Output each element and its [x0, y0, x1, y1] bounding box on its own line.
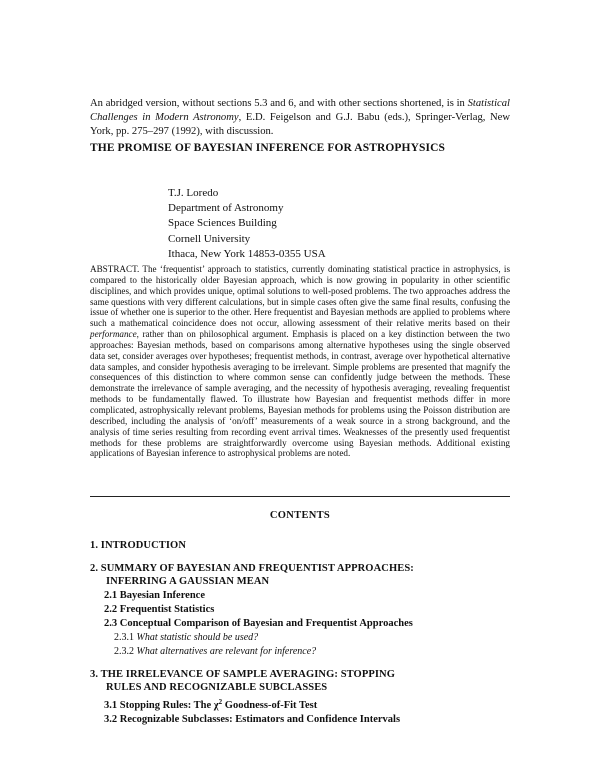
abstract-text-start: ABSTRACT. The ‘frequentist’ approach to statistics, currently dominating statistical practice in astrophysics, is compared to the historically older Bayesian approach, which is now growing in popularity in other scientific disciplines, and which provides unique, optimal solutions to well-posed problems. The two approaches address the same questions with very different calculations, but in simple cases often give the same final results, confusing the issue of whether one is superior to the other. Here frequentist and Bayesian methods are applied to problems where such a mathematical coincidence does not occur, allowing assessment of their relative merits based on their — [90, 264, 510, 329]
author-department: Department of Astronomy — [168, 202, 284, 215]
note-text-start: An abridged version, without sections 5.3 and 6, and with other sections shortened, is in — [90, 98, 468, 109]
toc-section-3-1-post: Goodness-of-Fit Test — [222, 699, 318, 711]
toc-section-2-3: 2.3 Conceptual Comparison of Bayesian and Frequentist Approaches — [104, 617, 413, 629]
toc-section-2-3-2 — [90, 645, 520, 659]
toc-section-2-1: 2.1 Bayesian Inference — [104, 589, 206, 601]
toc-section-2 — [90, 562, 520, 589]
toc-section-3-1-superscript: 2 — [218, 697, 223, 706]
author-building: Space Sciences Building — [168, 217, 277, 230]
toc-section-2-line1: 2. SUMMARY OF BAYESIAN AND FREQUENTIST APPROACHES: — [90, 562, 414, 574]
toc-section-2-line2: INFERRING A GAUSSIAN MEAN — [106, 576, 270, 587]
abstract-text-end: , rather than on philosophical argument. Emphasis is placed on a key distinction between the two approaches: Bayesian methods, based on comparisons among alternative hypotheses using the single observed data set, consider averages over hypotheses; frequentist methods, in contrast, average over hypothetical alternative data samples, and consider hypothesis averaging to be irrelevant. Simple problems are presented that magnify the consequences of this distinction to where common sense can confidently judge between the methods. These demonstrate the irrelevance of sample averaging, and the necessity of hypothesis averaging, revealing frequentist methods to be fundamentally flawed. To illustrate how Bayesian and frequentist methods differ in more complicated, astrophysically relevant problems, Bayesian methods for problems using the Poisson distribution are described, including the analysis of ‘on/off’ measurements of a weak source in a strong background, and the analysis of time series resulting from recording event arrival times. Weaknesses of the presently used frequentist methods for these problems are straightforwardly overcome using Bayesian methods. Additional existing applications of Bayesian inference to astrophysical problems are noted. — [90, 329, 510, 459]
toc-section-3-1 — [90, 695, 520, 713]
toc-section-3-line2: RULES AND RECOGNIZABLE SUBCLASSES — [106, 682, 328, 693]
toc-section-3-2: 3.2 Recognizable Subclasses: Estimators and Confidence Intervals — [104, 713, 401, 725]
toc-section-2-3-2-number: 2.3.2 — [114, 645, 134, 657]
section-divider — [90, 496, 510, 497]
abstract-emphasis: performance — [90, 329, 137, 340]
toc-section-2-3-1-title: What statistic should be used? — [136, 631, 259, 643]
author-university: Cornell University — [168, 232, 251, 245]
toc-section-3-1-pre: 3.1 Stopping Rules: The χ — [104, 699, 219, 711]
contents-heading: CONTENTS — [269, 510, 331, 521]
note-text-end: , E.D. Feigelson and G.J. Babu (eds.), Springer-Verlag, New York, pp. 275–297 (1992), with discussion. — [90, 112, 511, 137]
toc-section-3-line1: 3. THE IRRELEVANCE OF SAMPLE AVERAGING: STOPPING — [90, 668, 395, 680]
toc-section-2-3-2-title: What alternatives are relevant for inference? — [136, 645, 317, 657]
table-of-contents — [90, 530, 520, 727]
note-journal: Statistical Challenges in Modern Astronomy — [90, 98, 510, 123]
toc-section-1: 1. INTRODUCTION — [90, 540, 187, 551]
paper-title: THE PROMISE OF BAYESIAN INFERENCE FOR ASTROPHYSICS — [90, 142, 445, 154]
toc-section-2-3-1-number: 2.3.1 — [114, 631, 134, 643]
toc-section-2-3-1 — [90, 631, 520, 645]
abstract — [90, 264, 510, 459]
toc-section-2-2: 2.2 Frequentist Statistics — [104, 603, 215, 615]
author-name: T.J. Loredo — [168, 187, 219, 199]
author-city: Ithaca, New York 14853-0355 USA — [168, 247, 326, 260]
author-block — [168, 186, 326, 262]
publication-note — [90, 97, 510, 139]
toc-section-3 — [90, 668, 520, 695]
